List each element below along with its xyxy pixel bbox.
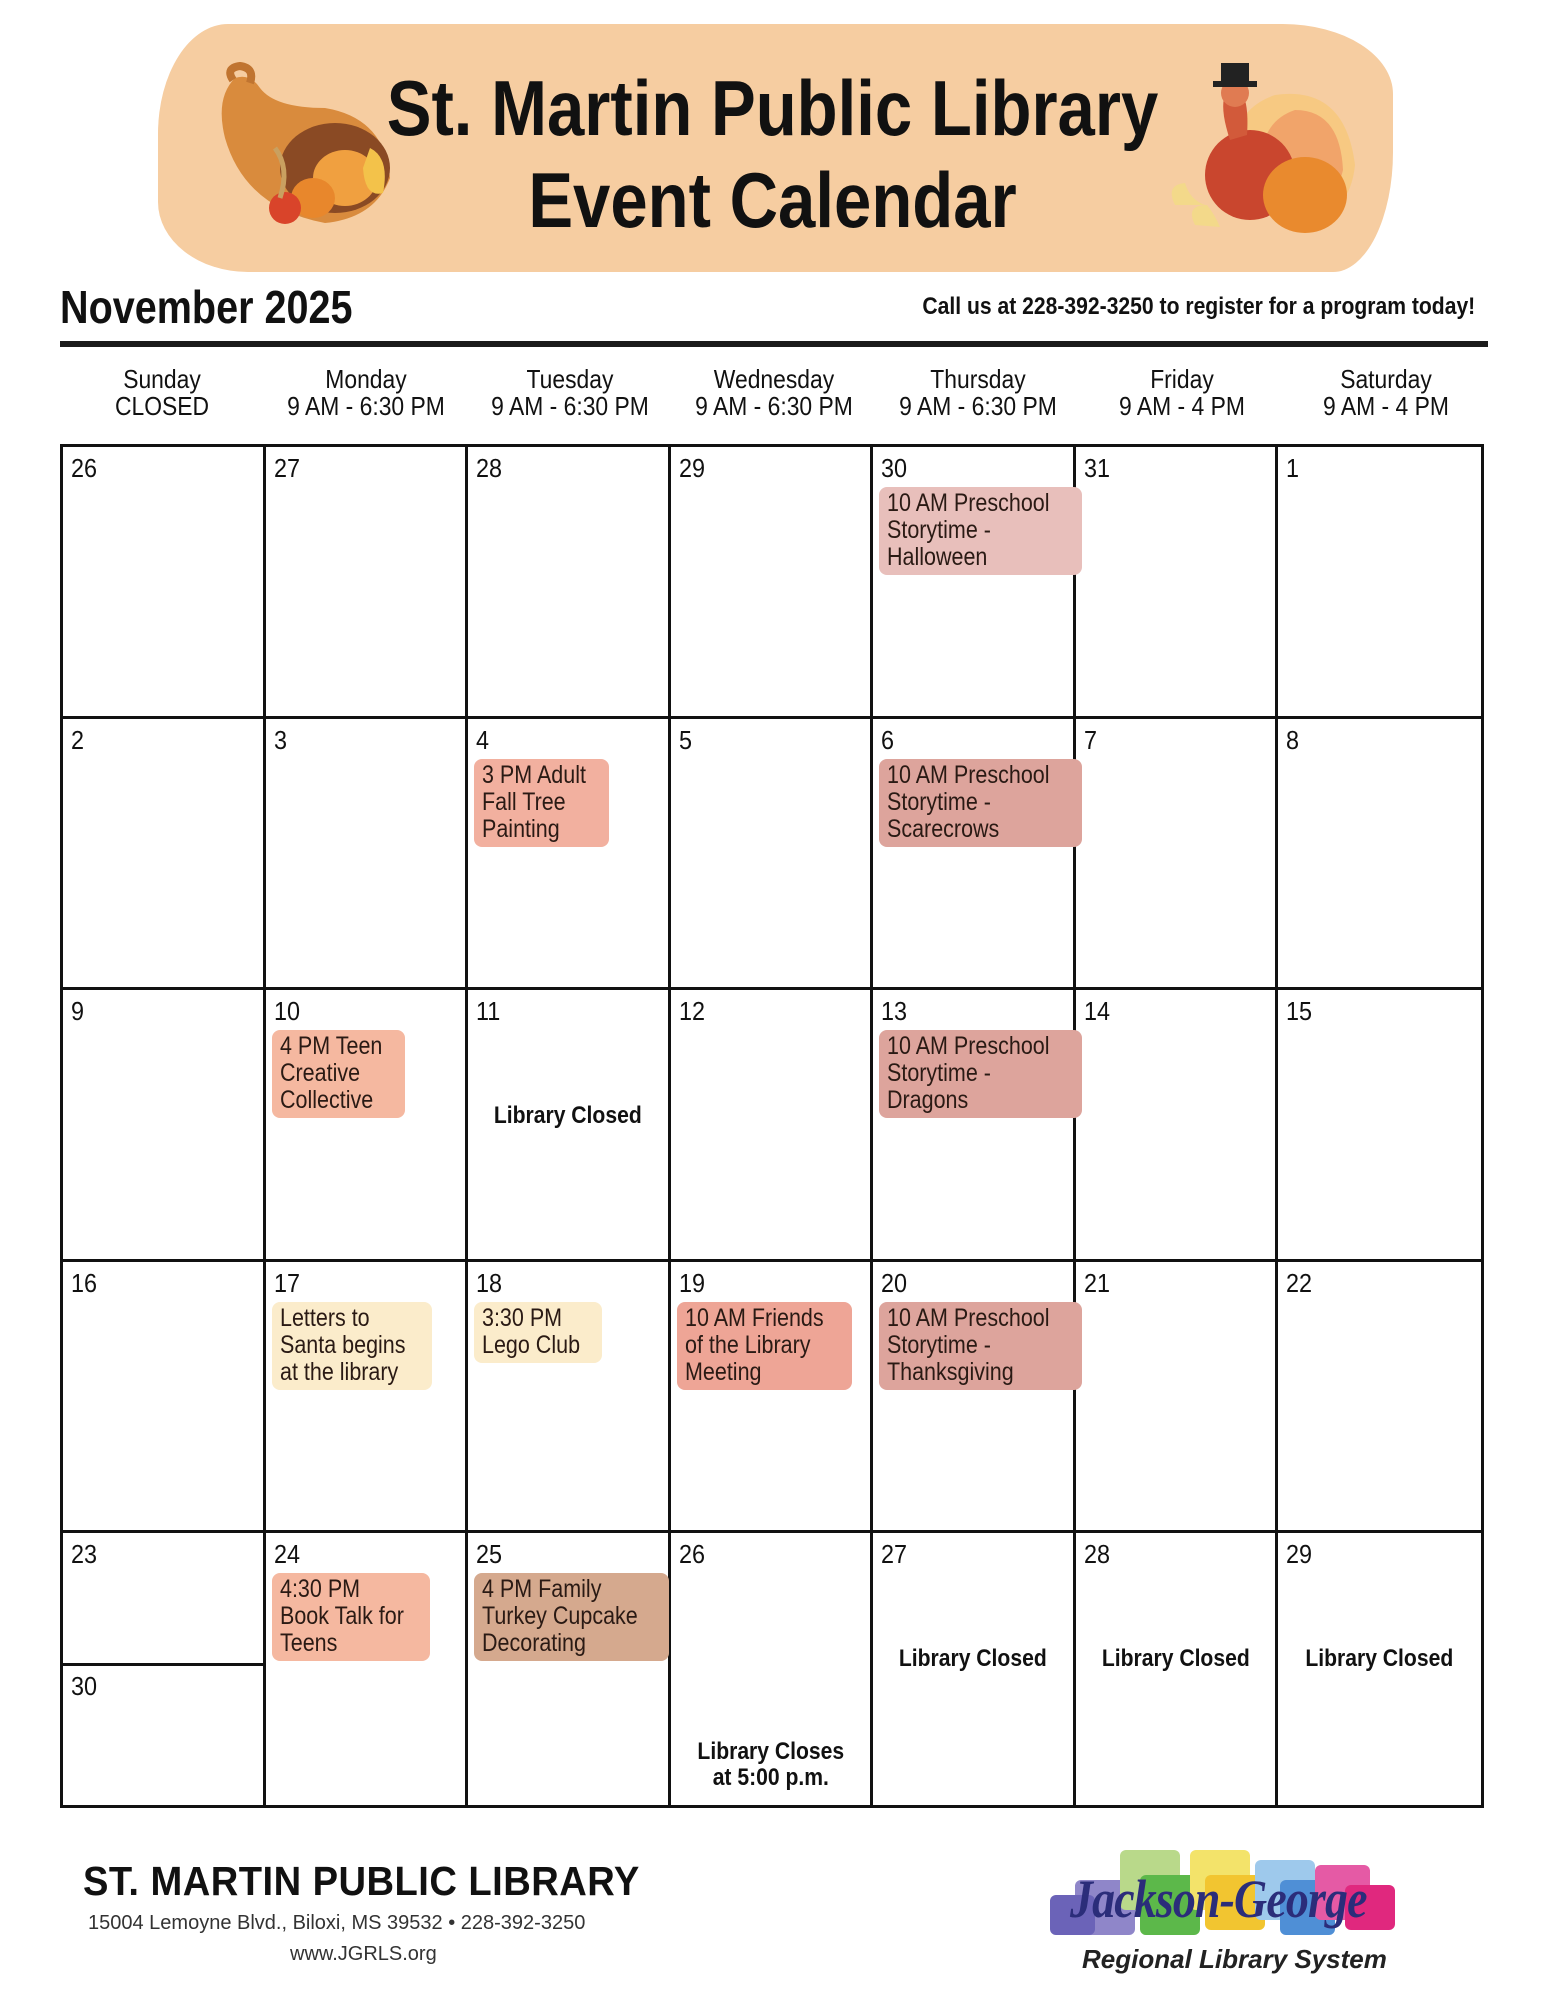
event-line: Dragons (887, 1086, 969, 1115)
calendar-day-cell (63, 719, 266, 991)
event-line: Storytime - (887, 1330, 992, 1359)
calendar-grid (60, 444, 1484, 1808)
day-number: 12 (678, 996, 705, 1027)
calendar-day-cell (671, 1262, 874, 1534)
day-name: Thursday (930, 364, 1026, 394)
day-hours: 9 AM - 6:30 PM (287, 391, 445, 421)
closes-line: at 5:00 p.m. (712, 1764, 829, 1791)
day-number: 22 (1286, 1267, 1313, 1298)
calendar-day-cell (63, 1533, 266, 1805)
calendar-day-cell (671, 447, 874, 719)
calendar-day-cell (1076, 447, 1279, 719)
calendar-day-cell (266, 1533, 469, 1805)
event-line: 10 AM Preschool (887, 1032, 1050, 1061)
day-hours: CLOSED (114, 391, 210, 421)
day-number: 27 (273, 453, 300, 483)
day-hours: 9 AM - 6:30 PM (899, 391, 1057, 421)
calendar-day-cell (873, 1533, 1076, 1805)
event-line: Lego Club (482, 1330, 581, 1359)
day-header (1296, 366, 1476, 420)
event-line: Letters to (279, 1303, 370, 1332)
day-headers (60, 366, 1488, 420)
logo-subtitle: Regional Library System (1082, 1944, 1387, 1974)
title-line-2: Event Calendar (528, 156, 1017, 244)
day-number: 24 (273, 1539, 300, 1570)
day-number: 7 (1083, 724, 1097, 755)
footer-address: 15004 Lemoyne Blvd., Biloxi, MS 39532 • 228-392-3250 (88, 1912, 586, 1934)
event-line: Fall Tree (482, 787, 566, 816)
calendar-day-cell (671, 990, 874, 1262)
day-number: 8 (1286, 724, 1300, 755)
event-line: Collective (279, 1086, 373, 1115)
footer-library-name: ST. MARTIN PUBLIC LIBRARY (83, 1858, 640, 1904)
library-closed-label: Library Closed (493, 1102, 642, 1130)
day-number: 9 (71, 996, 85, 1027)
day-header (684, 366, 864, 420)
day-name: Friday (1150, 364, 1214, 394)
event-line: Book Talk for (279, 1602, 404, 1631)
day-header (1092, 366, 1272, 420)
event-label (272, 1030, 405, 1118)
event-label (879, 487, 1082, 575)
day-name: Saturday (1340, 364, 1432, 394)
day-number: 10 (273, 996, 300, 1027)
day-number: 5 (678, 724, 692, 755)
day-number: 1 (1286, 453, 1300, 483)
calendar-day-cell (63, 990, 266, 1262)
event-line: 4 PM Family (482, 1575, 602, 1604)
calendar-day-cell (1076, 990, 1279, 1262)
calendar-day-cell (468, 1262, 671, 1534)
event-label (879, 1302, 1082, 1390)
event-line: Turkey Cupcake (482, 1602, 638, 1631)
event-line: 4 PM Teen (279, 1032, 382, 1061)
day-header (480, 366, 660, 420)
calendar-day-cell (1076, 1533, 1279, 1805)
library-closed-label: Library Closed (899, 1645, 1047, 1673)
event-label (272, 1302, 432, 1390)
event-line: 3:30 PM (482, 1303, 563, 1332)
day-number: 16 (71, 1267, 98, 1298)
day-number: 17 (273, 1267, 300, 1298)
cell-split-divider (63, 1663, 263, 1666)
day-number: 13 (881, 996, 908, 1027)
event-line: Creative (279, 1059, 360, 1088)
day-number: 29 (1286, 1539, 1313, 1570)
page-title (108, 62, 1437, 246)
calendar-day-cell (873, 447, 1076, 719)
calendar-day-cell (1076, 1262, 1279, 1534)
day-number: 25 (476, 1539, 503, 1570)
day-number: 31 (1083, 453, 1110, 483)
day-number: 6 (881, 724, 895, 755)
calendar-day-cell (671, 719, 874, 991)
day-number: 21 (1083, 1267, 1110, 1298)
library-closes-early-label (683, 1739, 859, 1791)
calendar-day-cell (1278, 1262, 1481, 1534)
calendar-day-cell (63, 447, 266, 719)
day-number: 11 (476, 996, 501, 1027)
day-number: 27 (881, 1539, 908, 1570)
day-number: 28 (1083, 1539, 1110, 1570)
footer-website[interactable]: www.JGRLS.org (290, 1943, 437, 1965)
day-number: 4 (476, 724, 490, 755)
calendar-day-cell (873, 990, 1076, 1262)
day-hours: 9 AM - 6:30 PM (491, 391, 649, 421)
event-line: at the library (279, 1357, 398, 1386)
library-closed-label: Library Closed (1305, 1645, 1454, 1673)
logo-name: Jackson-George (1070, 1869, 1367, 1929)
event-line: Scarecrows (887, 814, 1000, 843)
day-hours: 9 AM - 4 PM (1119, 391, 1245, 421)
event-line: Storytime - (887, 1059, 992, 1088)
event-line: Storytime - (887, 787, 992, 816)
day-hours: 9 AM - 4 PM (1323, 391, 1449, 421)
event-line: Halloween (887, 543, 988, 571)
day-number: 15 (1286, 996, 1313, 1027)
calendar-day-cell (671, 1533, 874, 1805)
event-line: Meeting (684, 1357, 762, 1386)
event-line: Teens (279, 1629, 337, 1658)
calendar-day-cell (1076, 719, 1279, 991)
day-number: 30 (881, 453, 908, 483)
day-name: Tuesday (526, 364, 614, 394)
event-label (879, 1030, 1082, 1118)
calendar-day-cell (1278, 719, 1481, 991)
header-divider (60, 341, 1488, 347)
calendar-day-cell (266, 447, 469, 719)
calendar-day-cell (1278, 1533, 1481, 1805)
event-line: Storytime - (887, 516, 992, 544)
event-line: of the Library (684, 1330, 811, 1359)
calendar-day-cell (873, 1262, 1076, 1534)
event-line: Decorating (482, 1629, 587, 1658)
closes-line: Library Closes (697, 1738, 844, 1765)
event-label (474, 1573, 669, 1661)
day-name: Wednesday (713, 364, 835, 394)
event-label (474, 1302, 602, 1363)
event-line: 10 AM Preschool (887, 489, 1050, 517)
event-line: 4:30 PM (279, 1575, 360, 1604)
event-label (879, 759, 1082, 847)
event-line: 10 AM Preschool (887, 1303, 1050, 1332)
event-line: Painting (482, 814, 560, 843)
calendar-day-cell (468, 719, 671, 991)
day-name: Monday (325, 364, 407, 394)
day-number: 14 (1083, 996, 1110, 1027)
calendar-day-cell (1278, 447, 1481, 719)
day-number: 20 (881, 1267, 908, 1298)
day-number: 2 (71, 724, 85, 755)
day-header (276, 366, 456, 420)
day-number: 19 (678, 1267, 705, 1298)
month-label: November 2025 (60, 281, 353, 333)
calendar-day-cell (468, 1533, 671, 1805)
event-line: 10 AM Friends (684, 1303, 824, 1332)
event-label (272, 1573, 430, 1661)
calendar-day-cell (63, 1262, 266, 1534)
event-line: 3 PM Adult (482, 760, 587, 789)
title-line-1: St. Martin Public Library (386, 64, 1159, 152)
calendar-day-cell (266, 1262, 469, 1534)
event-line: Thanksgiving (887, 1357, 1014, 1386)
day-number: 23 (71, 1539, 98, 1570)
calendar-day-cell (266, 990, 469, 1262)
calendar-day-cell (468, 447, 671, 719)
event-label (474, 759, 609, 847)
calendar-day-cell (468, 990, 671, 1262)
calendar-day-cell (266, 719, 469, 991)
call-to-action: Call us at 228-392-3250 to register for a program today! (922, 293, 1475, 320)
day-name: Sunday (123, 364, 201, 394)
day-number: 29 (678, 453, 705, 483)
day-number: 18 (476, 1267, 503, 1298)
day-number: 26 (678, 1539, 705, 1570)
calendar-day-cell (1278, 990, 1481, 1262)
day-number: 3 (273, 724, 287, 755)
day-number: 30 (71, 1671, 98, 1702)
calendar-day-cell (873, 719, 1076, 991)
event-label (677, 1302, 852, 1390)
event-line: Santa begins (279, 1330, 406, 1359)
library-closed-label: Library Closed (1101, 1645, 1250, 1673)
day-header (888, 366, 1068, 420)
day-number: 28 (476, 453, 503, 483)
event-line: 10 AM Preschool (887, 760, 1050, 789)
day-hours: 9 AM - 6:30 PM (695, 391, 853, 421)
day-number: 26 (71, 453, 98, 483)
day-header (72, 366, 252, 420)
